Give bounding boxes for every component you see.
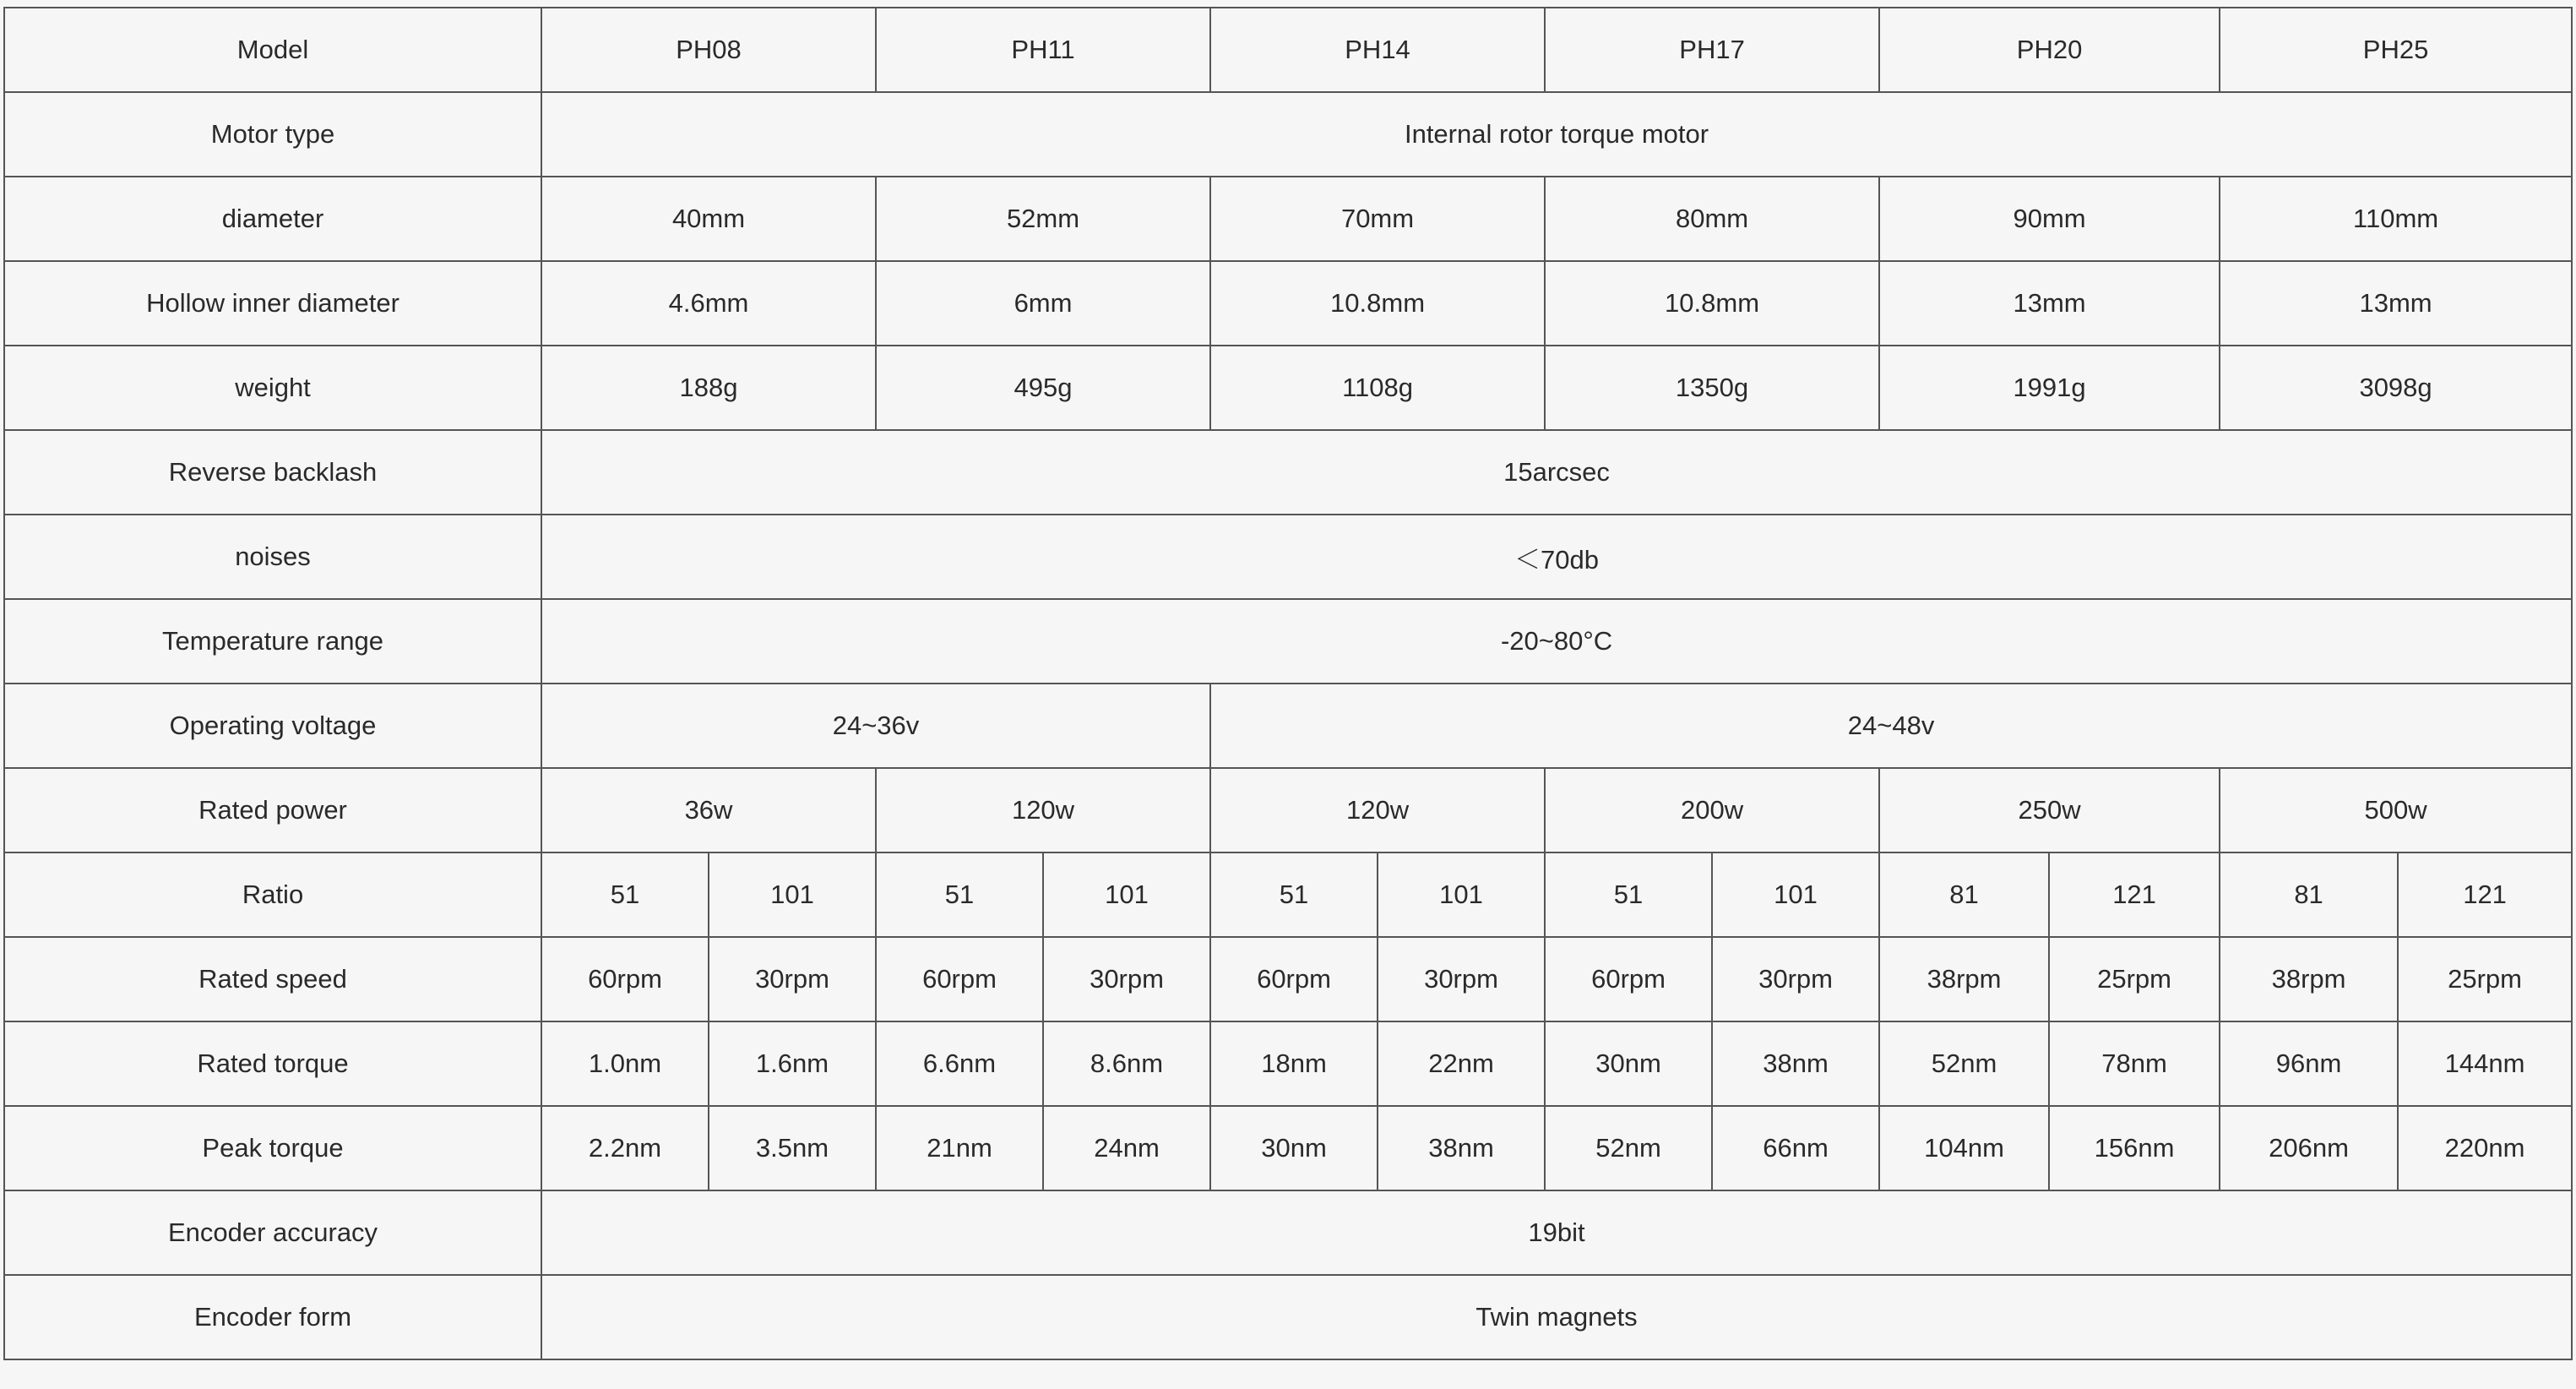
row-label: Ratio [4, 852, 541, 937]
table-row-diameter [4, 177, 2572, 261]
table-cell: 30rpm [709, 937, 876, 1021]
row-label: diameter [4, 177, 541, 261]
table-cell: 40mm [541, 177, 876, 261]
table-row-model [4, 8, 2572, 92]
table-cell: 70mm [1210, 177, 1545, 261]
row-label: Rated torque [4, 1021, 541, 1106]
table-cell: 24~48v [1210, 684, 2572, 768]
table-cell: 30nm [1210, 1106, 1378, 1190]
table-row-noises [4, 515, 2572, 599]
table-cell: 38rpm [2220, 937, 2398, 1021]
table-cell: 10.8mm [1210, 261, 1545, 346]
row-label: Hollow inner diameter [4, 261, 541, 346]
table-cell: 6mm [876, 261, 1210, 346]
table-cell: 52mm [876, 177, 1210, 261]
table-cell: 81 [1879, 852, 2049, 937]
table-cell: 1350g [1545, 346, 1879, 430]
table-cell: 81 [2220, 852, 2398, 937]
table-cell: 22nm [1378, 1021, 1545, 1106]
table-cell: 1108g [1210, 346, 1545, 430]
table-cell: 120w [1210, 768, 1545, 852]
row-label: noises [4, 515, 541, 599]
row-label: Rated power [4, 768, 541, 852]
table-cell: 1.6nm [709, 1021, 876, 1106]
table-row-rated-speed [4, 937, 2572, 1021]
table-cell: 156nm [2049, 1106, 2220, 1190]
table-cell: 30nm [1545, 1021, 1712, 1106]
model-cell: PH25 [2220, 8, 2572, 92]
table-cell: 1991g [1879, 346, 2220, 430]
table-cell: 51 [541, 852, 709, 937]
table-cell: 200w [1545, 768, 1879, 852]
table-cell: 101 [1712, 852, 1879, 937]
table-cell: 78nm [2049, 1021, 2220, 1106]
table-cell: 51 [1545, 852, 1712, 937]
table-cell: Twin magnets [541, 1275, 2572, 1359]
table-cell: 90mm [1879, 177, 2220, 261]
table-cell: 60rpm [876, 937, 1043, 1021]
row-label: Reverse backlash [4, 430, 541, 515]
table-row-weight [4, 346, 2572, 430]
table-cell: 121 [2398, 852, 2572, 937]
table-cell: 120w [876, 768, 1210, 852]
table-cell: 500w [2220, 768, 2572, 852]
table-cell: 38nm [1378, 1106, 1545, 1190]
table-cell: 3098g [2220, 346, 2572, 430]
row-label: Temperature range [4, 599, 541, 684]
table-cell: 51 [1210, 852, 1378, 937]
spec-table [3, 7, 2573, 1360]
table-cell: 13mm [2220, 261, 2572, 346]
table-cell: 25rpm [2398, 937, 2572, 1021]
table-cell: 30rpm [1378, 937, 1545, 1021]
model-cell: PH20 [1879, 8, 2220, 92]
table-cell: 66nm [1712, 1106, 1879, 1190]
table-cell: 24~36v [541, 684, 1210, 768]
table-cell: 10.8mm [1545, 261, 1879, 346]
table-cell: 144nm [2398, 1021, 2572, 1106]
table-row-rated-power [4, 768, 2572, 852]
table-cell: 1.0nm [541, 1021, 709, 1106]
table-cell: 206nm [2220, 1106, 2398, 1190]
table-cell: 96nm [2220, 1021, 2398, 1106]
table-row-ratio [4, 852, 2572, 937]
row-label: weight [4, 346, 541, 430]
table-row-operating-voltage [4, 684, 2572, 768]
table-cell: 495g [876, 346, 1210, 430]
table-cell: 80mm [1545, 177, 1879, 261]
table-cell: 121 [2049, 852, 2220, 937]
table-cell: 60rpm [1545, 937, 1712, 1021]
table-row-temperature-range [4, 599, 2572, 684]
table-cell: 6.6nm [876, 1021, 1043, 1106]
table-cell: 3.5nm [709, 1106, 876, 1190]
table-cell: 38rpm [1879, 937, 2049, 1021]
table-cell: 30rpm [1043, 937, 1210, 1021]
table-row-hollow-inner-diameter [4, 261, 2572, 346]
row-label: Model [4, 8, 541, 92]
table-cell: 38nm [1712, 1021, 1879, 1106]
table-cell: 101 [709, 852, 876, 937]
row-label: Encoder form [4, 1275, 541, 1359]
table-cell: 250w [1879, 768, 2220, 852]
table-cell: 110mm [2220, 177, 2572, 261]
row-label: Rated speed [4, 937, 541, 1021]
table-cell: 25rpm [2049, 937, 2220, 1021]
model-cell: PH17 [1545, 8, 1879, 92]
table-cell: 36w [541, 768, 876, 852]
row-label: Motor type [4, 92, 541, 177]
table-cell: 188g [541, 346, 876, 430]
table-cell: 24nm [1043, 1106, 1210, 1190]
model-cell: PH11 [876, 8, 1210, 92]
table-cell: 220nm [2398, 1106, 2572, 1190]
table-cell: 4.6mm [541, 261, 876, 346]
table-cell: 19bit [541, 1190, 2572, 1275]
table-cell: 104nm [1879, 1106, 2049, 1190]
table-cell: 52nm [1879, 1021, 2049, 1106]
model-cell: PH08 [541, 8, 876, 92]
table-cell: ＜70db [541, 515, 2572, 599]
row-label: Operating voltage [4, 684, 541, 768]
table-row-reverse-backlash [4, 430, 2572, 515]
table-row-rated-torque [4, 1021, 2572, 1106]
table-row-peak-torque [4, 1106, 2572, 1190]
table-cell: 52nm [1545, 1106, 1712, 1190]
table-cell: 51 [876, 852, 1043, 937]
table-cell: Internal rotor torque motor [541, 92, 2572, 177]
table-cell: 2.2nm [541, 1106, 709, 1190]
table-cell: -20~80°C [541, 599, 2572, 684]
table-cell: 21nm [876, 1106, 1043, 1190]
table-cell: 8.6nm [1043, 1021, 1210, 1106]
table-cell: 30rpm [1712, 937, 1879, 1021]
table-cell: 13mm [1879, 261, 2220, 346]
model-cell: PH14 [1210, 8, 1545, 92]
table-cell: 60rpm [1210, 937, 1378, 1021]
table-cell: 15arcsec [541, 430, 2572, 515]
row-label: Encoder accuracy [4, 1190, 541, 1275]
table-row-encoder-accuracy [4, 1190, 2572, 1275]
table-cell: 101 [1378, 852, 1545, 937]
table-cell: 18nm [1210, 1021, 1378, 1106]
table-cell: 60rpm [541, 937, 709, 1021]
table-row-encoder-form [4, 1275, 2572, 1359]
table-cell: 101 [1043, 852, 1210, 937]
row-label: Peak torque [4, 1106, 541, 1190]
table-row-motor-type [4, 92, 2572, 177]
